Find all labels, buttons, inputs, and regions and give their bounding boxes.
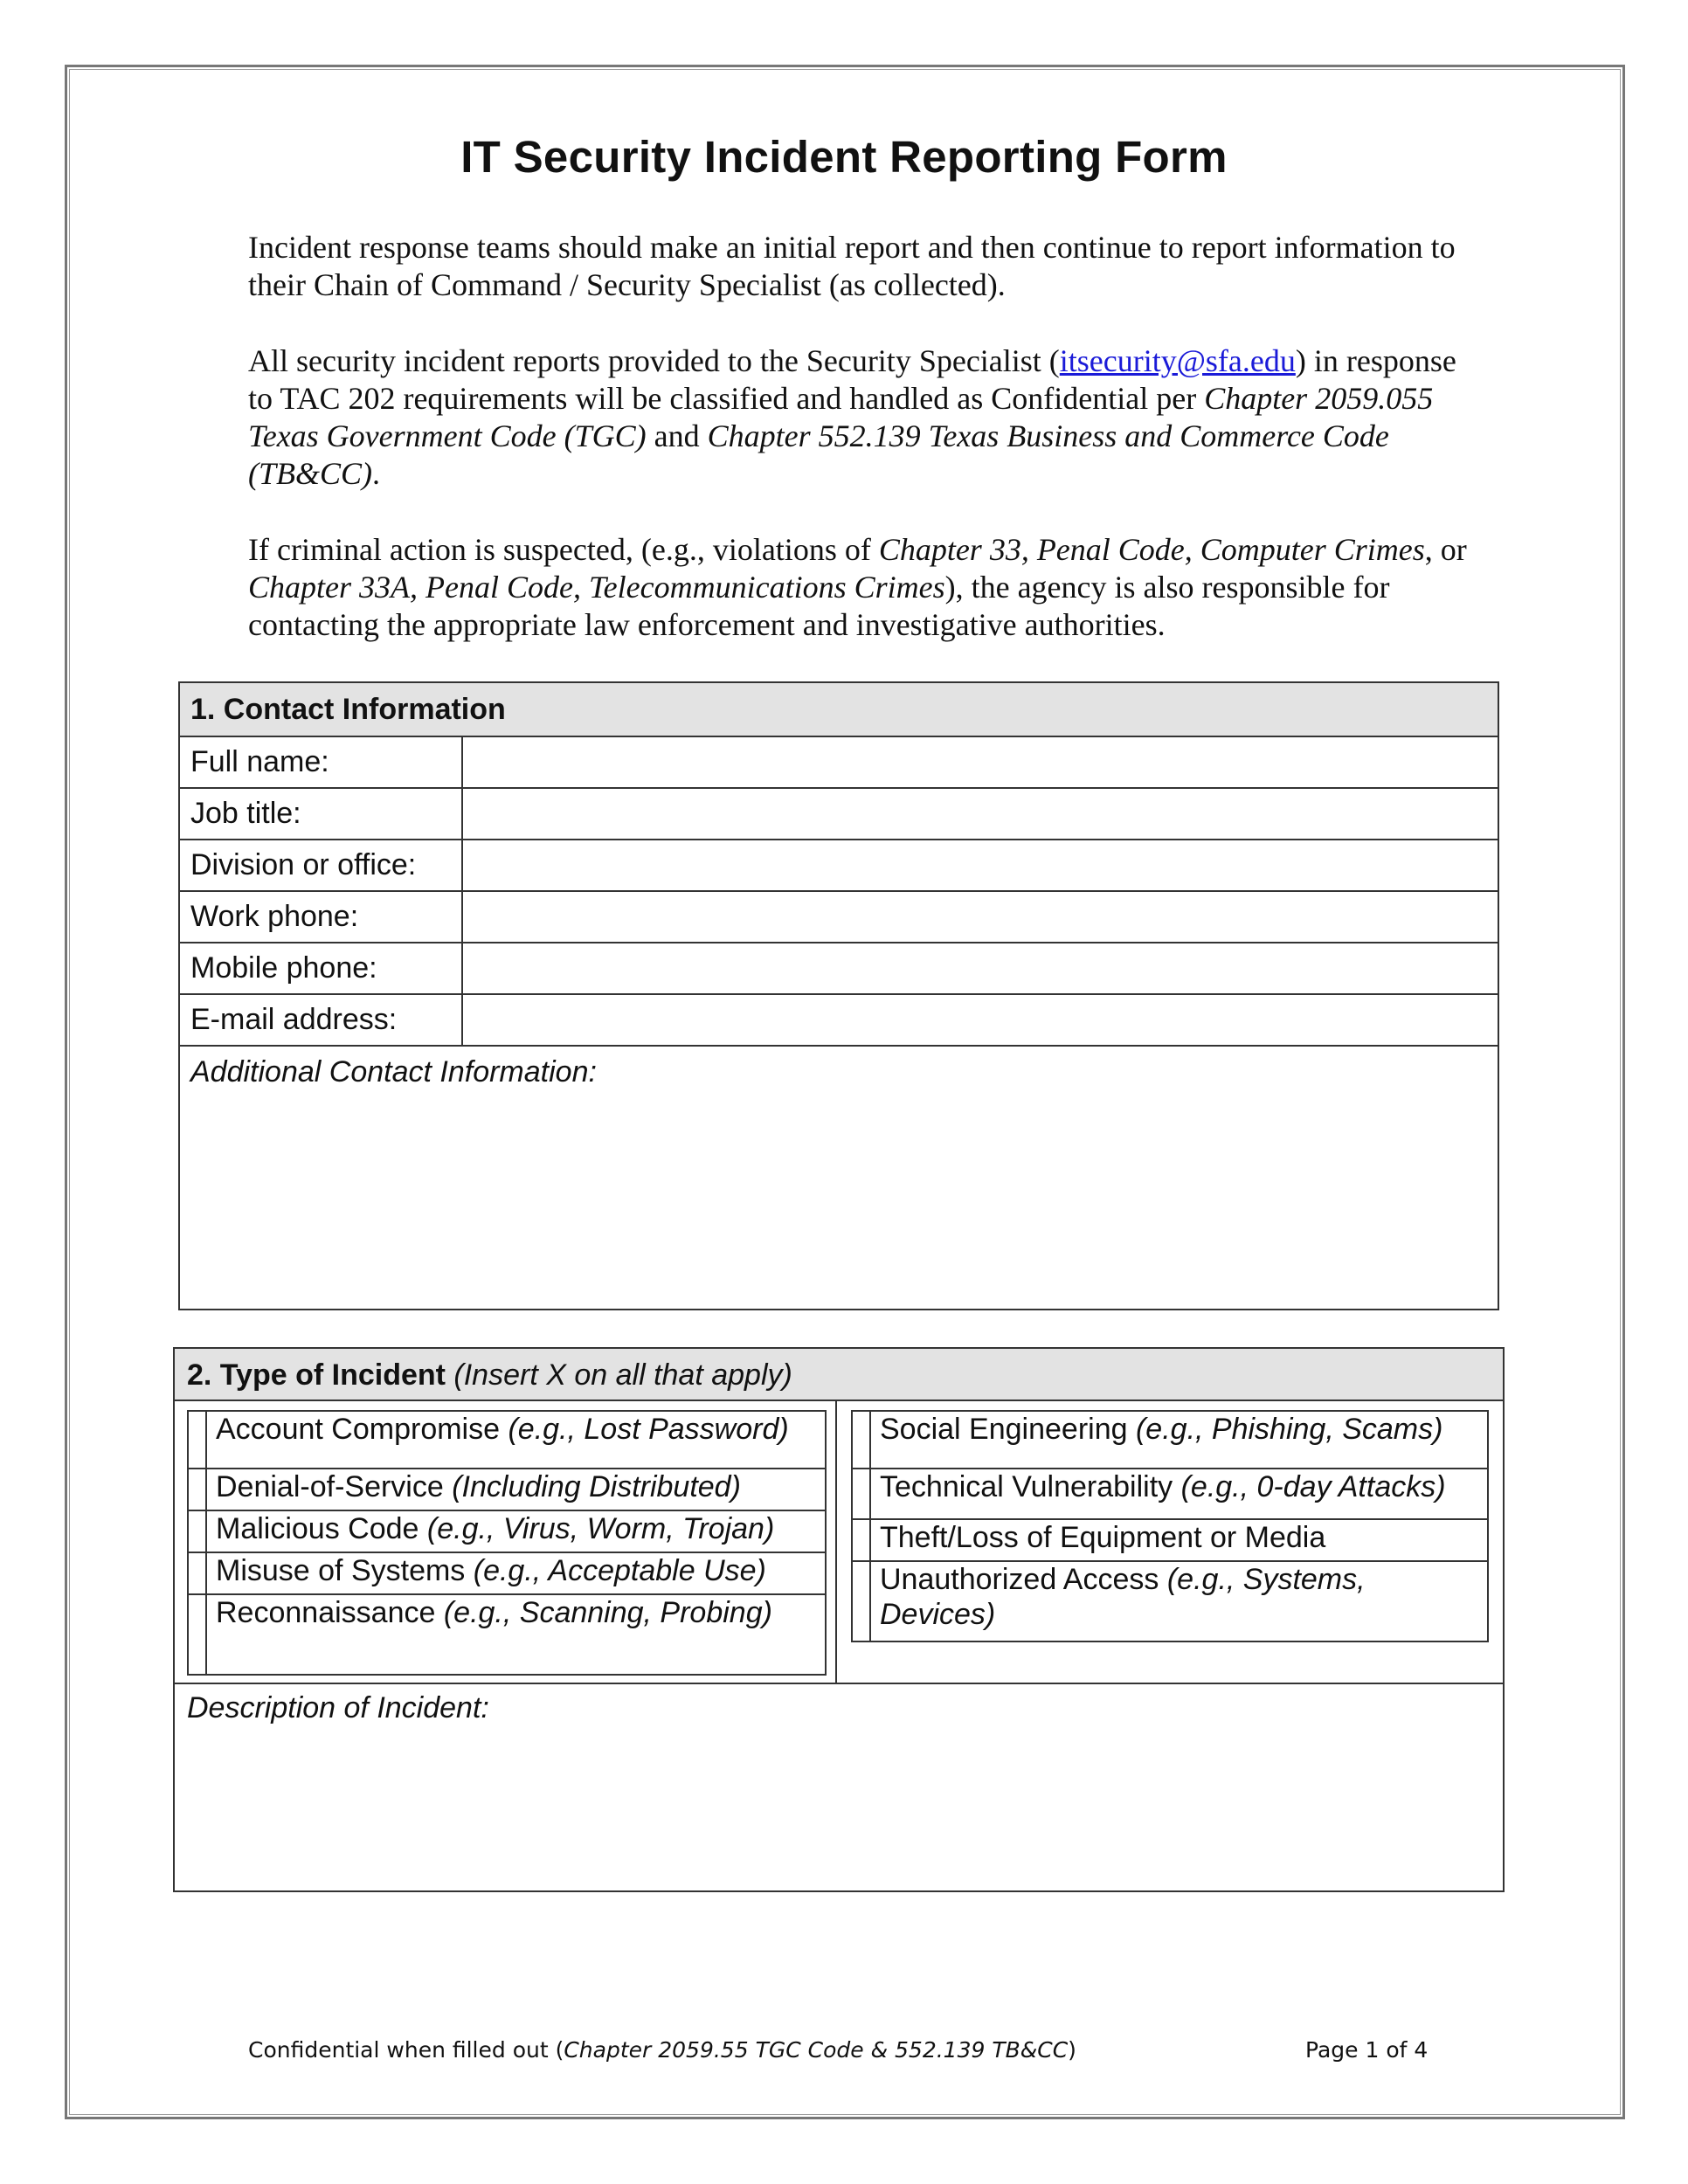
email-input[interactable]	[462, 994, 1498, 1046]
incident-checkbox[interactable]	[188, 1552, 206, 1594]
intro-paragraph-3: If criminal action is suspected, (e.g., violations of Chapter 33, Penal Code, Computer Crimes, or Chapter 33A, Penal Code, Telecommunications Crimes), the agency is also responsible for contacting the appropriate law enforcement and investigative authorities.	[248, 532, 1467, 642]
incident-option-label: Reconnaissance (e.g., Scanning, Probing)	[206, 1594, 826, 1675]
contact-row	[179, 891, 1498, 943]
incident-description-field[interactable]	[175, 1684, 1503, 1890]
incident-option-label: Technical Vulnerability (e.g., 0-day Attacks)	[870, 1469, 1488, 1519]
full-name-input[interactable]	[462, 736, 1498, 788]
incident-option-label: Misuse of Systems (e.g., Acceptable Use)	[206, 1552, 826, 1594]
incident-option	[852, 1561, 1488, 1641]
intro-text-1: Incident response teams should make an initial report and then continue to report information to their Chain of Command / Security Specialist (as collected).	[248, 230, 1456, 302]
incident-option-label: Unauthorized Access (e.g., Systems, Devices)	[870, 1561, 1488, 1641]
confidential-footer: Confidential when filled out (Chapter 2059.55 TGC Code & 552.139 TB&CC)	[248, 2037, 1076, 2063]
field-label: Mobile phone:	[179, 943, 462, 994]
incident-type-section	[173, 1347, 1505, 1892]
contact-row	[179, 943, 1498, 994]
incident-option-label: Denial-of-Service (Including Distributed)	[206, 1469, 826, 1510]
field-label: Work phone:	[179, 891, 462, 943]
intro-paragraph-1	[248, 229, 1471, 304]
contact-row	[179, 994, 1498, 1046]
field-label: Job title:	[179, 788, 462, 840]
page-number: Page 1 of 4	[1305, 2037, 1429, 2063]
incident-option-label: Account Compromise (e.g., Lost Password)	[206, 1411, 826, 1469]
field-label: Full name:	[179, 736, 462, 788]
field-label: Division or office:	[179, 840, 462, 891]
page-title: IT Security Incident Reporting Form	[460, 132, 1228, 182]
incident-option	[188, 1469, 826, 1510]
contact-row	[179, 788, 1498, 840]
incident-option	[188, 1552, 826, 1594]
division-input[interactable]	[462, 840, 1498, 891]
incident-list-left	[187, 1410, 827, 1676]
incident-option	[188, 1510, 826, 1552]
incident-option-label: Malicious Code (e.g., Virus, Worm, Trojan)	[206, 1510, 826, 1552]
contact-info-table	[178, 681, 1499, 1310]
additional-contact-label: Additional Contact Information:	[190, 1055, 597, 1089]
contact-section-header: 1. Contact Information	[179, 682, 1498, 736]
incident-checkbox[interactable]	[852, 1519, 870, 1561]
incident-checkbox[interactable]	[188, 1469, 206, 1510]
incident-checkbox[interactable]	[188, 1411, 206, 1469]
incident-checkbox[interactable]	[852, 1411, 870, 1469]
contact-row	[179, 840, 1498, 891]
incident-option	[188, 1411, 826, 1469]
incident-option	[852, 1469, 1488, 1519]
job-title-input[interactable]	[462, 788, 1498, 840]
security-email-link[interactable]: itsecurity@sfa.edu	[1059, 343, 1296, 378]
column-divider	[835, 1401, 837, 1683]
mobile-phone-input[interactable]	[462, 943, 1498, 994]
incident-option-label: Theft/Loss of Equipment or Media	[870, 1519, 1488, 1561]
intro-paragraph-2: All security incident reports provided to the Security Specialist (itsecurity@sfa.edu) in response to TAC 202 requirements will be classified and handled as Confidential per Chapter 2059.055 Texas Government Code (TGC) and Chapter 552.139 Texas Business and Commerce Code (TB&CC).	[248, 343, 1456, 491]
incident-checkbox[interactable]	[852, 1561, 870, 1641]
incident-section-header: 2. Type of Incident (Insert X on all that apply)	[175, 1349, 1503, 1401]
incident-option	[852, 1519, 1488, 1561]
incident-checkbox[interactable]	[188, 1510, 206, 1552]
incident-option	[188, 1594, 826, 1675]
incident-option	[852, 1411, 1488, 1469]
contact-row	[179, 736, 1498, 788]
incident-checkbox[interactable]	[188, 1594, 206, 1675]
field-label: E-mail address:	[179, 994, 462, 1046]
work-phone-input[interactable]	[462, 891, 1498, 943]
incident-description-label: Description of Incident:	[187, 1691, 489, 1724]
incident-list-right	[851, 1410, 1489, 1642]
incident-option-label: Social Engineering (e.g., Phishing, Scams)	[870, 1411, 1488, 1469]
incident-checkbox[interactable]	[852, 1469, 870, 1519]
additional-contact-field[interactable]	[179, 1046, 1498, 1310]
